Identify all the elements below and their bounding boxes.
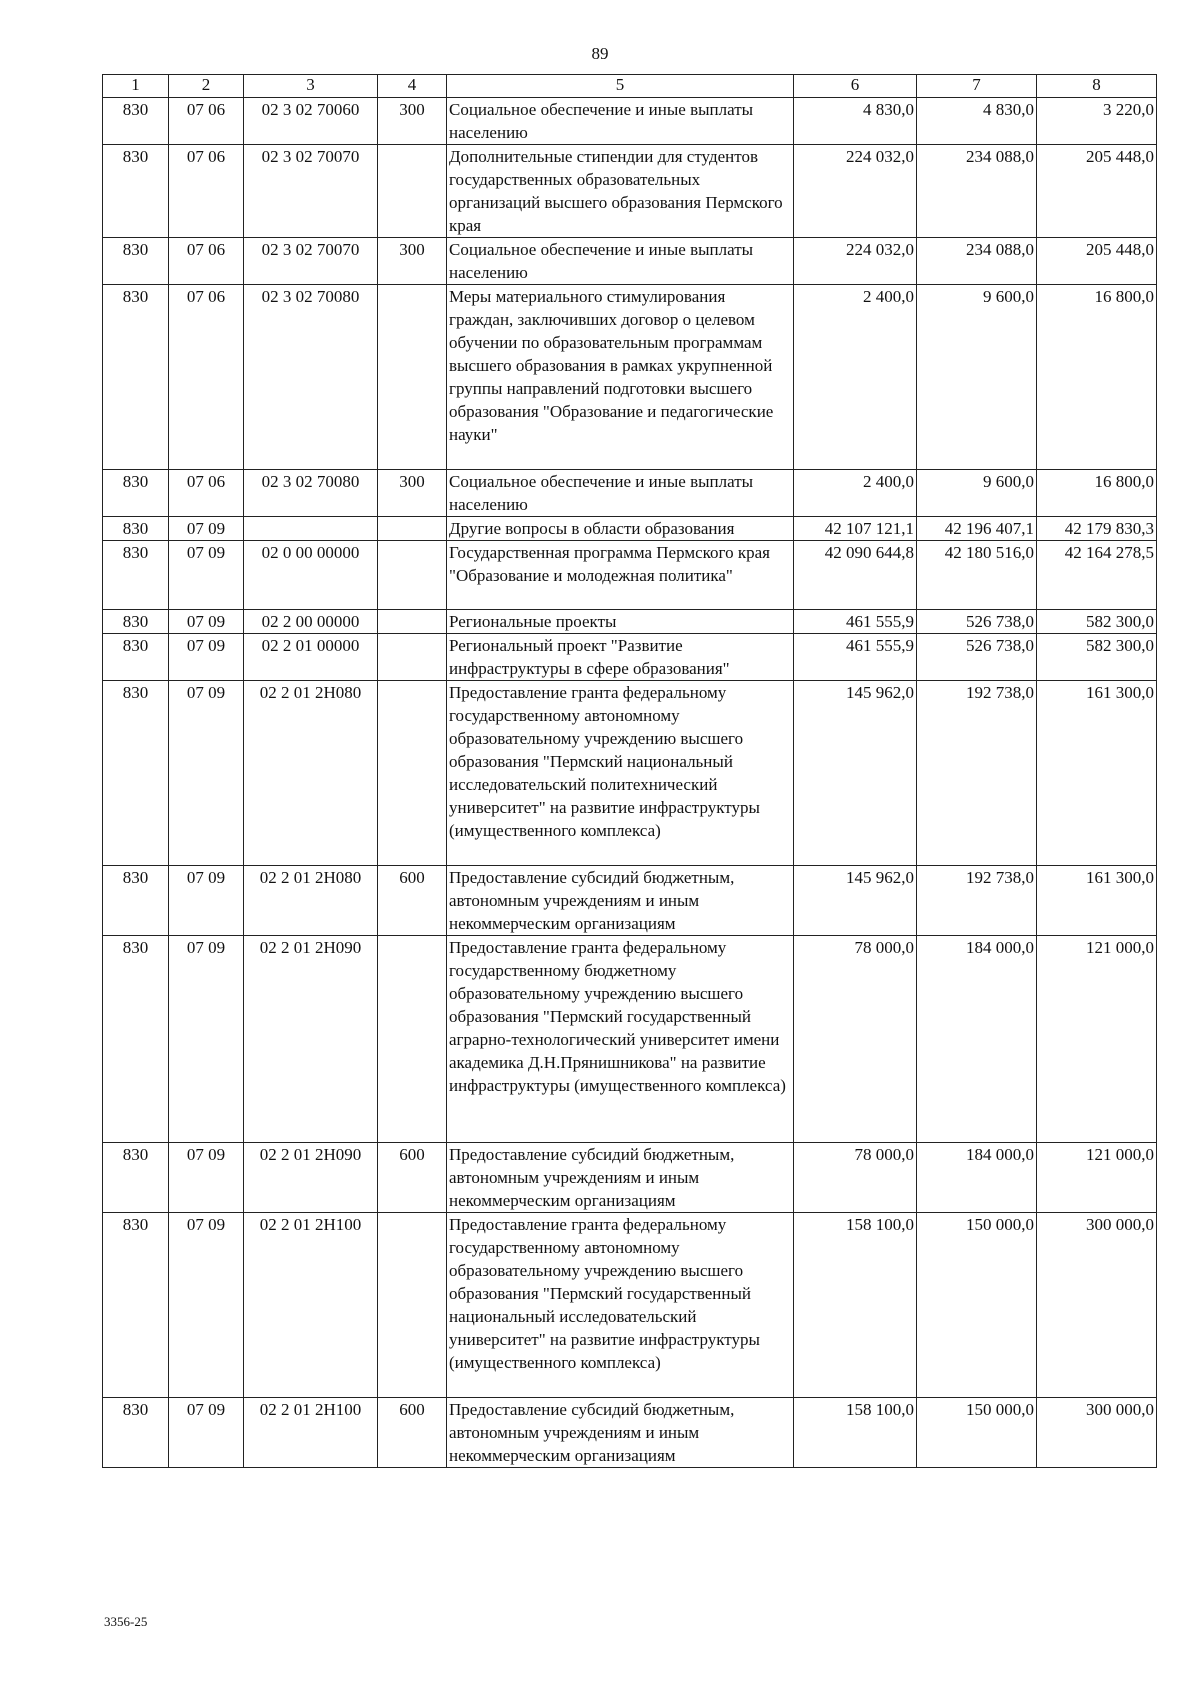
amount-cell: 145 962,0 — [794, 866, 917, 936]
expense-type-cell: 600 — [378, 1398, 447, 1468]
amount-cell: 4 830,0 — [917, 98, 1037, 145]
table-row — [103, 634, 1157, 681]
target-article-cell: 02 3 02 70070 — [244, 238, 378, 285]
description-cell: Дополнительные стипендии для студентов государственных образовательных организаций высшего образования Пермского края — [447, 145, 794, 238]
amount-cell: 161 300,0 — [1037, 681, 1157, 866]
admin-code-cell: 830 — [103, 98, 169, 145]
admin-code-cell: 830 — [103, 610, 169, 634]
description-cell: Социальное обеспечение и иные выплаты населению — [447, 470, 794, 517]
amount-cell: 16 800,0 — [1037, 285, 1157, 470]
target-article-cell: 02 2 01 2Н100 — [244, 1213, 378, 1398]
expense-type-cell — [378, 681, 447, 866]
expense-type-cell: 600 — [378, 1143, 447, 1213]
admin-code-cell: 830 — [103, 1398, 169, 1468]
expense-type-cell: 300 — [378, 98, 447, 145]
header-cell: 6 — [794, 75, 917, 98]
table-row — [103, 1143, 1157, 1213]
expense-type-cell: 300 — [378, 470, 447, 517]
section-code-cell: 07 09 — [169, 866, 244, 936]
amount-cell: 205 448,0 — [1037, 145, 1157, 238]
header-cell: 1 — [103, 75, 169, 98]
amount-cell: 234 088,0 — [917, 145, 1037, 238]
expense-type-cell — [378, 1213, 447, 1398]
amount-cell: 184 000,0 — [917, 1143, 1037, 1213]
amount-cell: 300 000,0 — [1037, 1398, 1157, 1468]
amount-cell: 300 000,0 — [1037, 1213, 1157, 1398]
section-code-cell: 07 09 — [169, 681, 244, 866]
description-cell: Социальное обеспечение и иные выплаты населению — [447, 98, 794, 145]
description-cell: Предоставление субсидий бюджетным, автономным учреждениям и иным некоммерческим организациям — [447, 1143, 794, 1213]
table-row — [103, 517, 1157, 541]
description-cell: Государственная программа Пермского края "Образование и молодежная политика" — [447, 541, 794, 610]
table-row — [103, 681, 1157, 866]
target-article-cell: 02 2 01 00000 — [244, 634, 378, 681]
section-code-cell: 07 06 — [169, 98, 244, 145]
target-article-cell: 02 3 02 70060 — [244, 98, 378, 145]
section-code-cell: 07 09 — [169, 517, 244, 541]
amount-cell: 461 555,9 — [794, 610, 917, 634]
amount-cell: 526 738,0 — [917, 634, 1037, 681]
target-article-cell: 02 2 01 2Н090 — [244, 936, 378, 1143]
description-cell: Предоставление гранта федеральному государственному бюджетному образовательному учреждению высшего образования "Пермский государственный аграрно-технологический университет имени академика Д.Н.Прянишникова" на развитие инфраструктуры (имущественного комплекса) — [447, 936, 794, 1143]
admin-code-cell: 830 — [103, 634, 169, 681]
amount-cell: 42 164 278,5 — [1037, 541, 1157, 610]
page-number: 89 — [591, 44, 609, 63]
expense-type-cell — [378, 610, 447, 634]
admin-code-cell: 830 — [103, 936, 169, 1143]
amount-cell: 16 800,0 — [1037, 470, 1157, 517]
amount-cell: 224 032,0 — [794, 238, 917, 285]
target-article-cell — [244, 517, 378, 541]
amount-cell: 582 300,0 — [1037, 610, 1157, 634]
admin-code-cell: 830 — [103, 681, 169, 866]
amount-cell: 2 400,0 — [794, 285, 917, 470]
expense-type-cell — [378, 145, 447, 238]
section-code-cell: 07 06 — [169, 285, 244, 470]
amount-cell: 526 738,0 — [917, 610, 1037, 634]
section-code-cell: 07 06 — [169, 238, 244, 285]
target-article-cell: 02 3 02 70080 — [244, 470, 378, 517]
admin-code-cell: 830 — [103, 1143, 169, 1213]
table-row — [103, 238, 1157, 285]
header-cell: 8 — [1037, 75, 1157, 98]
description-cell: Другие вопросы в области образования — [447, 517, 794, 541]
table-row — [103, 470, 1157, 517]
target-article-cell: 02 2 01 2Н100 — [244, 1398, 378, 1468]
target-article-cell: 02 3 02 70070 — [244, 145, 378, 238]
section-code-cell: 07 06 — [169, 145, 244, 238]
amount-cell: 78 000,0 — [794, 936, 917, 1143]
amount-cell: 184 000,0 — [917, 936, 1037, 1143]
section-code-cell: 07 06 — [169, 470, 244, 517]
section-code-cell: 07 09 — [169, 1213, 244, 1398]
amount-cell: 205 448,0 — [1037, 238, 1157, 285]
description-cell: Предоставление гранта федеральному государственному автономному образовательному учреждению высшего образования "Пермский государственный национальный исследовательский университет" на развитие инфраструктуры (имущественного комплекса) — [447, 1213, 794, 1398]
admin-code-cell: 830 — [103, 517, 169, 541]
section-code-cell: 07 09 — [169, 541, 244, 610]
amount-cell: 161 300,0 — [1037, 866, 1157, 936]
description-cell: Социальное обеспечение и иные выплаты населению — [447, 238, 794, 285]
target-article-cell: 02 2 01 2Н080 — [244, 866, 378, 936]
table-row — [103, 285, 1157, 470]
amount-cell: 224 032,0 — [794, 145, 917, 238]
section-code-cell: 07 09 — [169, 634, 244, 681]
header-cell: 5 — [447, 75, 794, 98]
expense-type-cell — [378, 936, 447, 1143]
description-cell: Предоставление субсидий бюджетным, автономным учреждениям и иным некоммерческим организациям — [447, 866, 794, 936]
table-row — [103, 541, 1157, 610]
expense-type-cell — [378, 517, 447, 541]
target-article-cell: 02 2 01 2Н080 — [244, 681, 378, 866]
admin-code-cell: 830 — [103, 866, 169, 936]
amount-cell: 234 088,0 — [917, 238, 1037, 285]
amount-cell: 150 000,0 — [917, 1398, 1037, 1468]
expense-type-cell: 300 — [378, 238, 447, 285]
table-row — [103, 936, 1157, 1143]
section-code-cell: 07 09 — [169, 1398, 244, 1468]
target-article-cell: 02 0 00 00000 — [244, 541, 378, 610]
amount-cell: 4 830,0 — [794, 98, 917, 145]
header-cell: 2 — [169, 75, 244, 98]
section-code-cell: 07 09 — [169, 1143, 244, 1213]
document-code: 3356-25 — [104, 1614, 148, 1629]
target-article-cell: 02 2 00 00000 — [244, 610, 378, 634]
table-row — [103, 1398, 1157, 1468]
expense-type-cell: 600 — [378, 866, 447, 936]
admin-code-cell: 830 — [103, 238, 169, 285]
expense-type-cell — [378, 541, 447, 610]
section-code-cell: 07 09 — [169, 936, 244, 1143]
target-article-cell: 02 2 01 2Н090 — [244, 1143, 378, 1213]
expense-type-cell — [378, 285, 447, 470]
amount-cell: 461 555,9 — [794, 634, 917, 681]
amount-cell: 78 000,0 — [794, 1143, 917, 1213]
amount-cell: 145 962,0 — [794, 681, 917, 866]
amount-cell: 9 600,0 — [917, 470, 1037, 517]
table-row — [103, 1213, 1157, 1398]
amount-cell: 121 000,0 — [1037, 1143, 1157, 1213]
budget-table — [102, 74, 1157, 1468]
amount-cell: 42 090 644,8 — [794, 541, 917, 610]
table-row — [103, 145, 1157, 238]
amount-cell: 158 100,0 — [794, 1213, 917, 1398]
amount-cell: 42 196 407,1 — [917, 517, 1037, 541]
amount-cell: 42 180 516,0 — [917, 541, 1037, 610]
header-row — [103, 75, 1157, 98]
description-cell: Предоставление субсидий бюджетным, автономным учреждениям и иным некоммерческим организациям — [447, 1398, 794, 1468]
table-row — [103, 866, 1157, 936]
amount-cell: 582 300,0 — [1037, 634, 1157, 681]
description-cell: Предоставление гранта федеральному государственному автономному образовательному учреждению высшего образования "Пермский национальный исследовательский политехнический университет" на развитие инфраструктуры (имущественного комплекса) — [447, 681, 794, 866]
expense-type-cell — [378, 634, 447, 681]
amount-cell: 42 179 830,3 — [1037, 517, 1157, 541]
admin-code-cell: 830 — [103, 1213, 169, 1398]
table-row — [103, 98, 1157, 145]
amount-cell: 42 107 121,1 — [794, 517, 917, 541]
admin-code-cell: 830 — [103, 145, 169, 238]
header-cell: 7 — [917, 75, 1037, 98]
amount-cell: 192 738,0 — [917, 866, 1037, 936]
amount-cell: 150 000,0 — [917, 1213, 1037, 1398]
description-cell: Меры материального стимулирования граждан, заключивших договор о целевом обучении по образовательным программам высшего образования в рамках укрупненной группы направлений подготовки высшего образования "Образование и педагогические науки" — [447, 285, 794, 470]
description-cell: Региональный проект "Развитие инфраструктуры в сфере образования" — [447, 634, 794, 681]
amount-cell: 192 738,0 — [917, 681, 1037, 866]
target-article-cell: 02 3 02 70080 — [244, 285, 378, 470]
amount-cell: 121 000,0 — [1037, 936, 1157, 1143]
admin-code-cell: 830 — [103, 470, 169, 517]
description-cell: Региональные проекты — [447, 610, 794, 634]
header-cell: 3 — [244, 75, 378, 98]
admin-code-cell: 830 — [103, 285, 169, 470]
amount-cell: 158 100,0 — [794, 1398, 917, 1468]
admin-code-cell: 830 — [103, 541, 169, 610]
amount-cell: 2 400,0 — [794, 470, 917, 517]
table-row — [103, 610, 1157, 634]
amount-cell: 3 220,0 — [1037, 98, 1157, 145]
amount-cell: 9 600,0 — [917, 285, 1037, 470]
header-cell: 4 — [378, 75, 447, 98]
section-code-cell: 07 09 — [169, 610, 244, 634]
